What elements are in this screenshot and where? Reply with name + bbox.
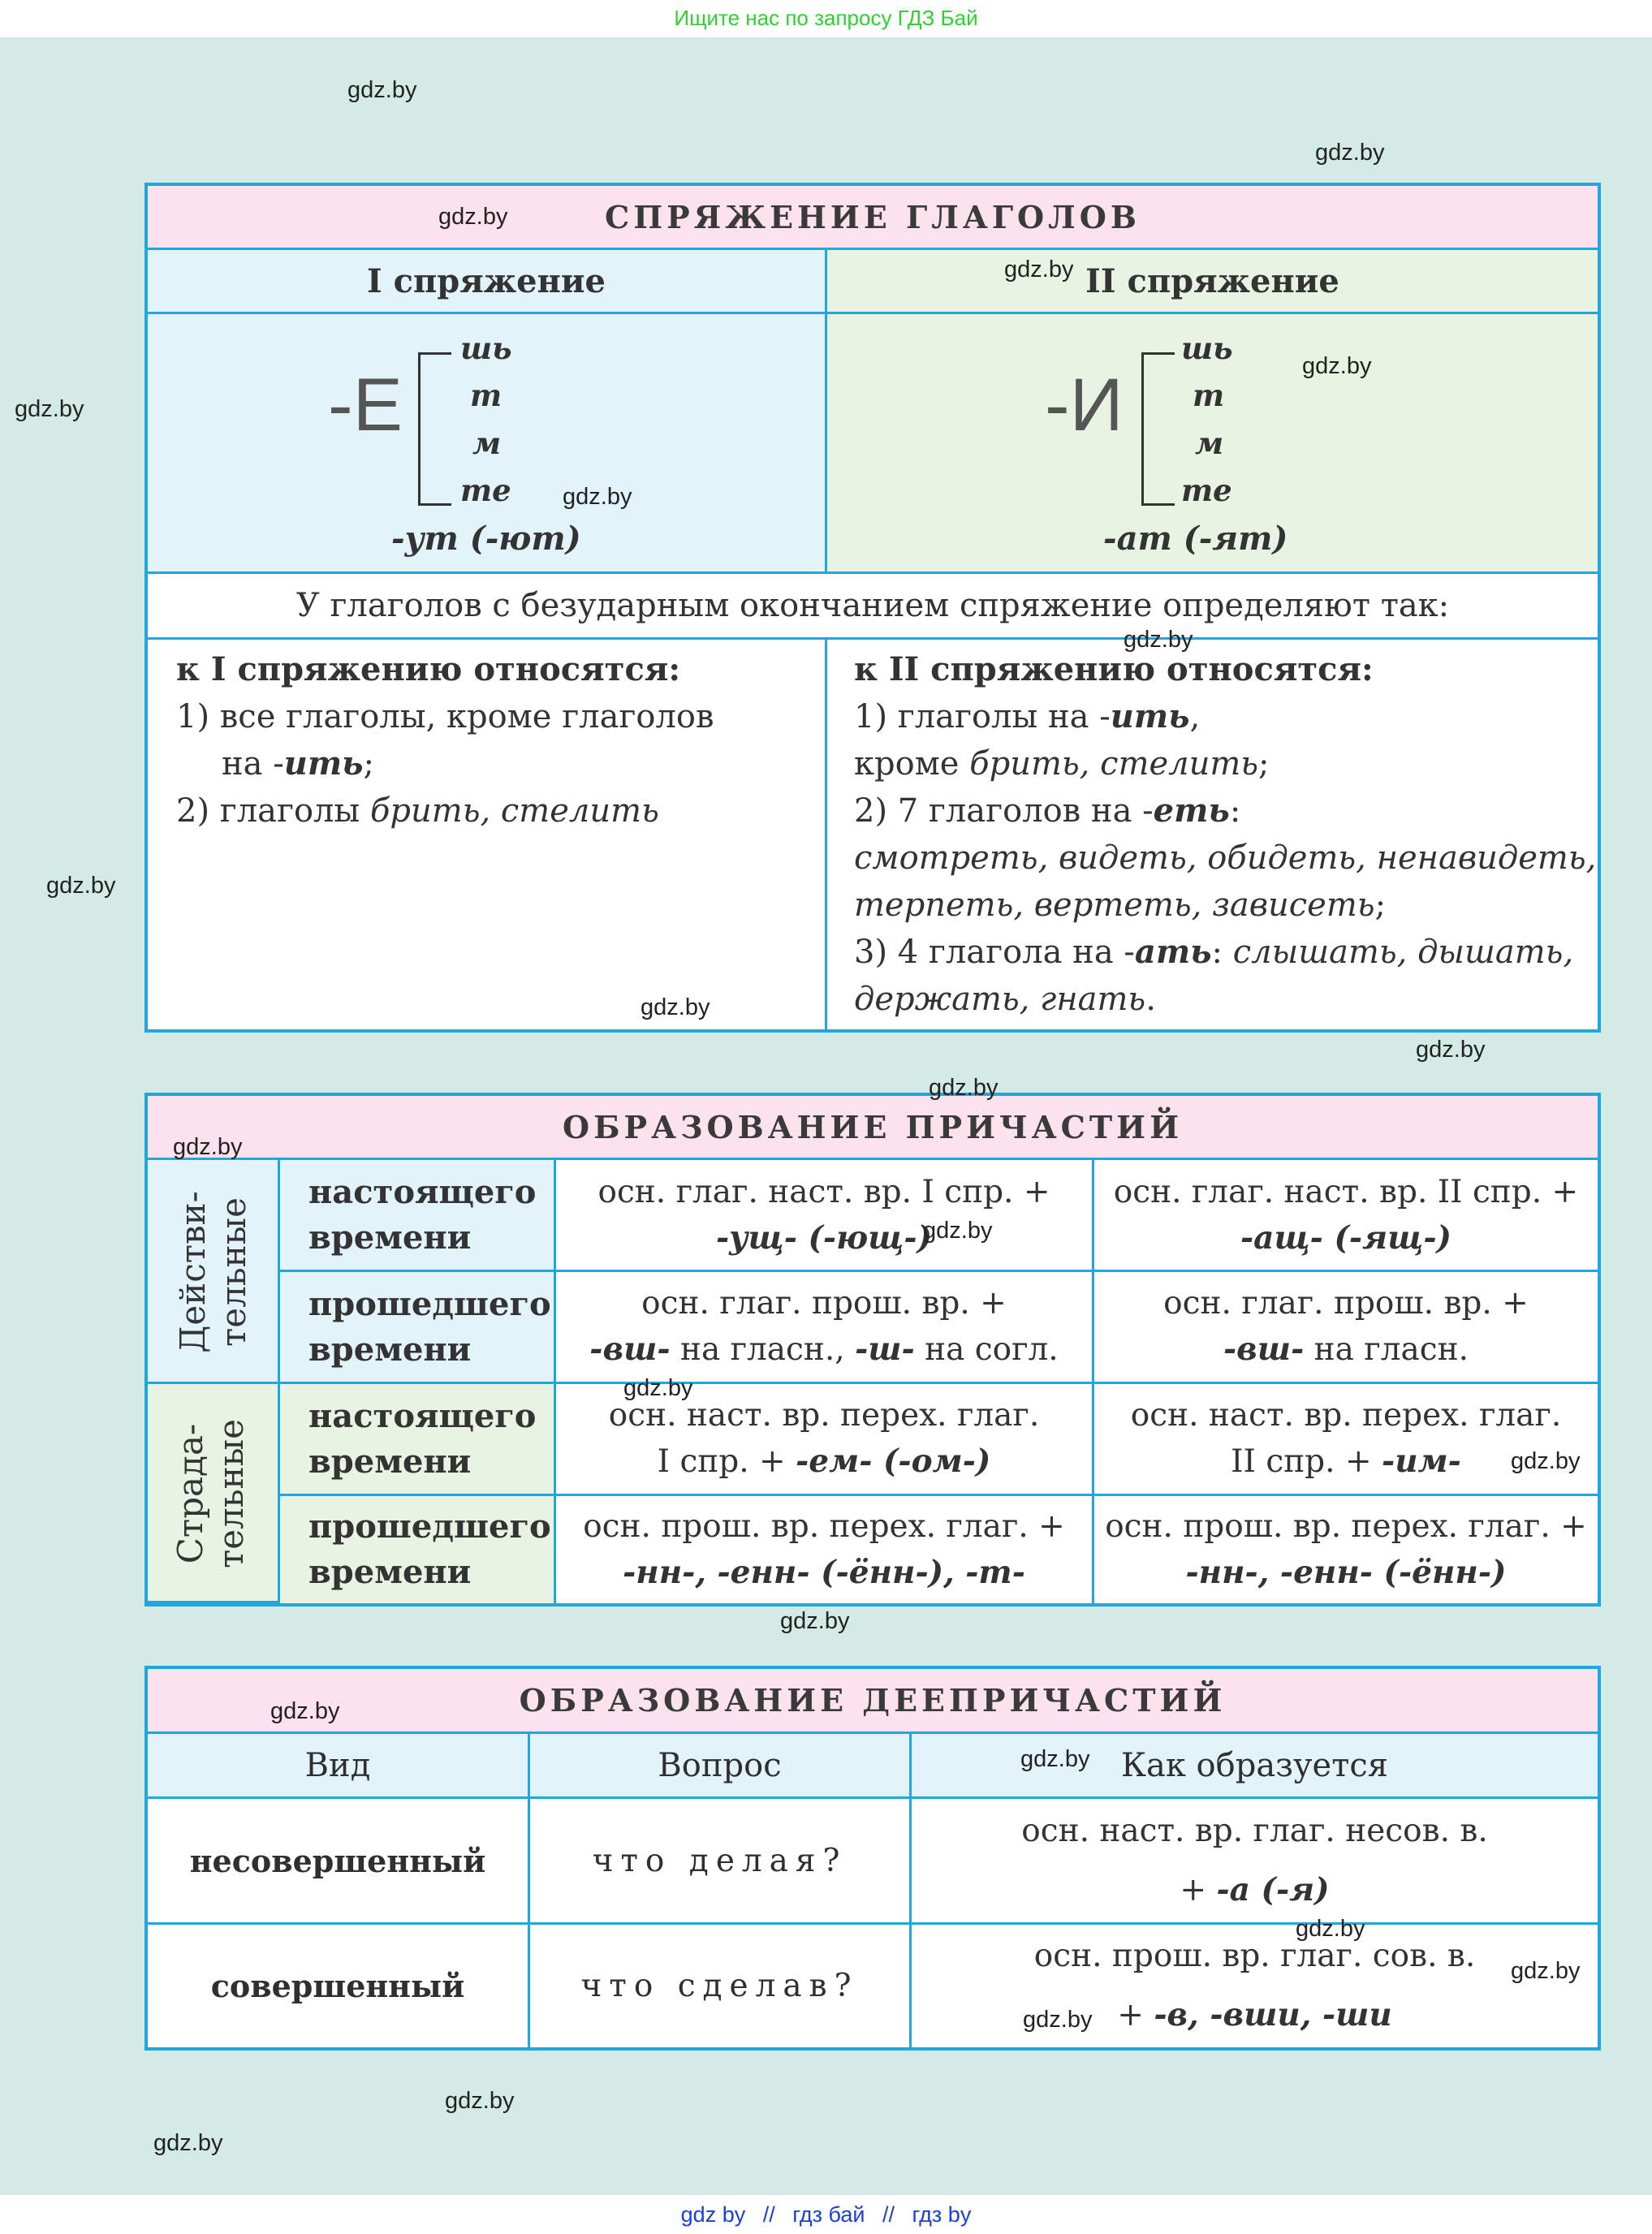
unstressed-note: У глаголов с безударным окончанием спряжение определяют так: [148,574,1598,640]
passive-label: Страда- тельные [170,1384,252,1603]
first-conjugation-vowel: -Е [328,364,403,446]
ending-item: м [472,425,502,461]
second-conjugation-endings [827,314,1598,574]
column-header-kind: Вид [148,1734,530,1799]
footer-link[interactable]: gdz by [680,2202,746,2227]
rule-line: кроме брить, стелить; [854,745,1270,783]
gerund-question: что делая? [530,1799,912,1925]
rule-line: держать, гнать. [854,981,1156,1018]
watermark: gdz.by [929,1075,999,1101]
row-label-active-present: настоящего времени [280,1160,556,1272]
rule-line: на -ить; [222,744,375,783]
watermark: gdz.by [46,873,116,899]
watermark: gdz.by [445,2088,515,2114]
first-conjugation-rules [148,640,827,1029]
watermark: gdz.by [1511,1958,1581,1984]
gerund-kind: несовершенный [148,1799,530,1925]
participles-table [144,1093,1601,1606]
second-conjugation-vowel: -И [1045,364,1124,446]
participle-rule: осн. глаг. наст. вр. I спр. + -ущ- (-ющ-) [556,1160,1094,1272]
watermark: gdz.by [153,2130,223,2156]
gerund-kind: совершенный [148,1925,530,2047]
rule-line: 2) глаголы брить, стелить [176,792,659,830]
gerunds-title: ОБРАЗОВАНИЕ ДЕЕПРИЧАСТИЙ [148,1669,1598,1734]
rules-title: к II спряжению относятся: [854,650,1374,688]
watermark: gdz.by [15,396,84,422]
watermark: gdz.by [1020,1746,1090,1772]
watermark: gdz.by [1004,257,1074,282]
watermark: gdz.by [923,1218,993,1244]
promo-banner[interactable]: Ищите нас по запросу ГДЗ Бай [674,6,978,30]
footer-links [0,2195,1652,2234]
first-bracket [418,352,451,506]
participle-rule: осн. прош. вр. перех. глаг. + -нн-, -енн- (-ённ-) [1094,1496,1598,1603]
row-label-active-past: прошедшего времени [280,1272,556,1384]
participle-rule: осн. глаг. прош. вр. + -вш- на гласн., -ш- на согл. [556,1272,1094,1384]
row-label-passive-past: прошедшего времени [280,1496,556,1603]
footer-separator: // [882,2202,895,2227]
watermark: gdz.by [1124,627,1193,653]
conjugation-table [144,183,1601,1033]
rule-line: 1) все глаголы, кроме глаголов [176,698,714,735]
passive-label-line-2: тельные [211,1419,251,1568]
watermark: gdz.by [438,204,508,230]
watermark: gdz.by [1302,353,1372,379]
footer-link[interactable]: гдз by [912,2202,972,2227]
column-header-question: Вопрос [530,1734,912,1799]
second-bracket [1141,352,1175,506]
row-label-passive-present: настоящего времени [280,1384,556,1496]
active-group [148,1160,280,1384]
rule-line: 2) 7 глаголов на -еть: [854,791,1241,830]
participle-rule: осн. прош. вр. перех. глаг. + -нн-, -енн- (-ённ-), -т- [556,1496,1094,1603]
watermark: gdz.by [1023,2007,1093,2033]
watermark: gdz.by [173,1134,243,1160]
gerunds-table [144,1666,1601,2051]
rule-line: 3) 4 глагола на -ать: слышать, дышать, [854,933,1574,971]
participle-rule: осн. наст. вр. перех. глаг. II спр. + -им- [1094,1384,1598,1496]
ending-item: шь [1181,330,1233,366]
watermark: gdz.by [1511,1448,1581,1474]
watermark: gdz.by [623,1375,693,1401]
watermark: gdz.by [270,1698,340,1724]
rules-title: к I спряжению относятся: [176,650,681,688]
watermark: gdz.by [641,994,710,1020]
watermark: gdz.by [563,484,632,510]
second-plural-ending: -ат (-ят) [1103,520,1288,558]
watermark: gdz.by [1315,140,1385,166]
participle-rule: осн. глаг. наст. вр. II спр. + -ащ- (-ящ-) [1094,1160,1598,1272]
ending-item: т [1193,377,1225,413]
first-plural-ending: -ут (-ют) [391,520,581,558]
watermark: gdz.by [347,77,417,103]
first-conjugation-header: I спряжение [148,250,827,314]
watermark: gdz.by [1416,1037,1486,1063]
watermark: gdz.by [1296,1916,1365,1942]
footer-separator: // [762,2202,775,2227]
gerund-formation: осн. прош. вр. глаг. сов. в. + -в, -вши, -ши [912,1925,1598,2047]
watermark: gdz.by [780,1608,850,1634]
footer-link[interactable]: гдз бай [792,2202,865,2227]
first-conjugation-endings [148,314,827,574]
participle-rule: осн. наст. вр. перех. глаг. I спр. + -ем- (-ом-) [556,1384,1094,1496]
ending-item: м [1195,425,1224,461]
column-header-formation: Как образуется [912,1734,1598,1799]
conjugation-title: СПРЯЖЕНИЕ ГЛАГОЛОВ [148,186,1598,250]
ending-item: шь [460,330,512,366]
gerund-question: что сделав? [530,1925,912,2047]
participles-title: ОБРАЗОВАНИЕ ПРИЧАСТИЙ [148,1096,1598,1160]
rule-line: терпеть, вертеть, зависеть; [854,886,1387,924]
ending-item: те [460,472,511,508]
passive-group [148,1384,280,1603]
ending-item: те [1181,472,1232,508]
active-label: Действи- тельные [173,1160,254,1384]
rule-line: 1) глаголы на -ить, [854,697,1201,735]
gerund-formation: осн. наст. вр. глаг. несов. в. + -а (-я) [912,1799,1598,1925]
active-label-line-2: тельные [214,1197,253,1347]
participle-rule: осн. глаг. прош. вр. + -вш- на гласн. [1094,1272,1598,1384]
rule-line: смотреть, видеть, обидеть, ненавидеть, [854,839,1597,877]
ending-item: т [470,377,503,413]
second-conjugation-rules [827,640,1598,1029]
second-conjugation-header: II спряжение [827,250,1598,314]
